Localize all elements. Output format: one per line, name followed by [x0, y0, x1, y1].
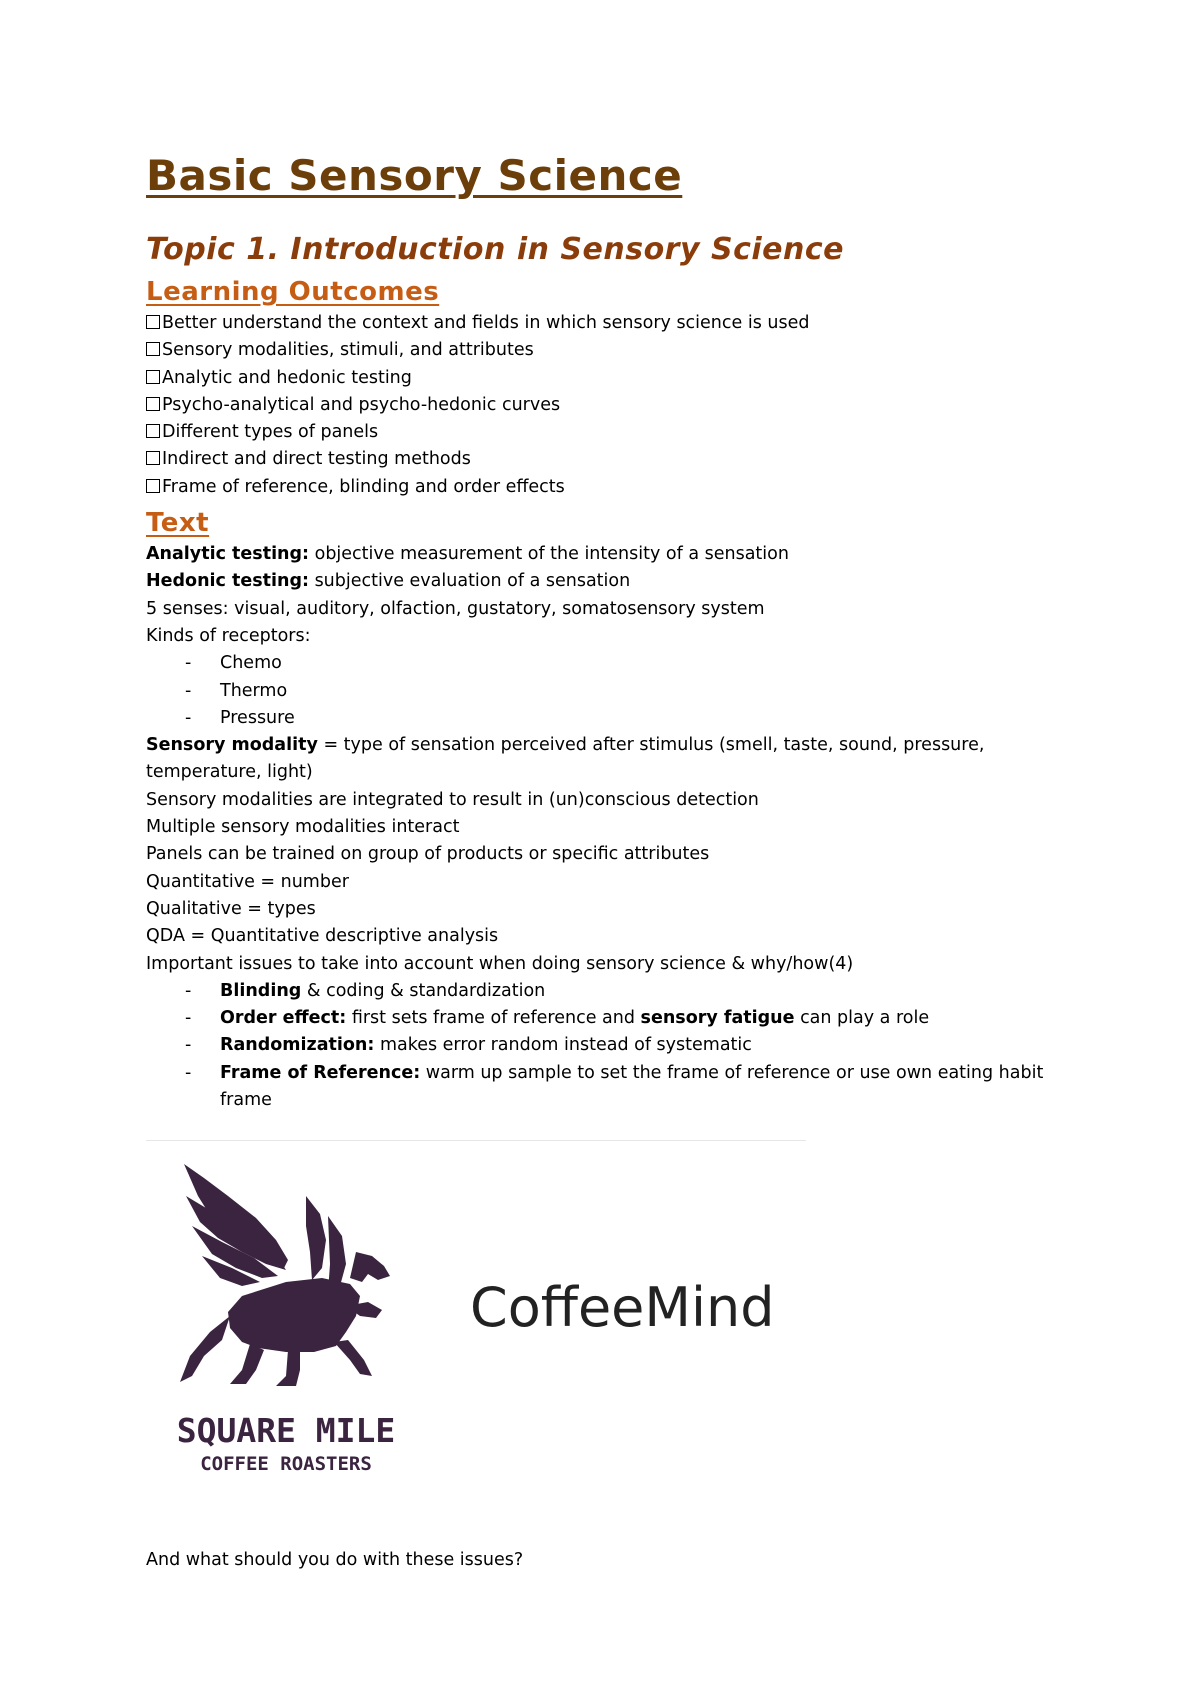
- list-item: - Randomization: makes error random instead of systematic: [185, 1035, 752, 1056]
- term: sensory fatigue: [640, 1008, 795, 1029]
- outcome-item: [146, 419, 1066, 446]
- checkbox-icon: [146, 370, 160, 384]
- panels-line: Panels can be trained on group of products or specific attributes: [146, 844, 710, 865]
- list-item: - Pressure: [185, 707, 295, 728]
- document-title: Basic Sensory Science: [146, 151, 683, 200]
- list-item-text: Chemo: [220, 653, 282, 674]
- topic-heading: Topic 1. Introduction in Sensory Science: [146, 232, 844, 267]
- definition: & coding & standardization: [301, 980, 546, 1001]
- outcome-text: Better understand the context and fields in which sensory science is used: [162, 313, 810, 333]
- term: Analytic testing:: [146, 544, 310, 565]
- square-mile-wordmark: SQUARE MILE: [176, 1411, 396, 1450]
- list-item: - Order effect: first sets frame of reference and sensory fatigue can play a role: [185, 1008, 930, 1029]
- definition: warm up sample to set the frame of reference or use own eating habit frame: [220, 1062, 1044, 1111]
- sensory-modality-line: [146, 732, 1066, 787]
- qualitative-line: Qualitative = types: [146, 898, 316, 919]
- checkbox-icon: [146, 451, 160, 465]
- issues-list: [146, 978, 1066, 1114]
- receptors-list: [146, 650, 1066, 732]
- checkbox-icon: [146, 315, 160, 329]
- definition: first sets frame of reference and: [346, 1008, 641, 1029]
- outcome-text: Frame of reference, blinding and order effects: [162, 476, 565, 497]
- coffee-roasters-wordmark: COFFEE ROASTERS: [200, 1453, 372, 1475]
- definition: makes error random instead of systematic: [374, 1035, 752, 1056]
- outcome-text: Sensory modalities, stimuli, and attributes: [162, 340, 534, 361]
- term: Hedonic testing:: [146, 571, 309, 592]
- list-item-text: Thermo: [220, 680, 288, 701]
- outcome-item: [146, 310, 1066, 337]
- outcome-text: Indirect and direct testing methods: [162, 449, 471, 470]
- coffeemind-logo: [470, 1268, 800, 1348]
- term: Sensory modality: [146, 735, 318, 756]
- learning-outcomes-heading: Learning Outcomes: [146, 277, 440, 307]
- qda-line: QDA = Quantitative descriptive analysis: [146, 926, 499, 947]
- senses-line: 5 senses: visual, auditory, olfaction, gustatory, somatosensory system: [146, 598, 765, 619]
- horizontal-divider: [146, 1140, 806, 1141]
- term: Blinding: [220, 980, 302, 1001]
- coffeemind-wordmark: CoffeeMind: [470, 1276, 775, 1339]
- integrated-line: Sensory modalities are integrated to result in (un)conscious detection: [146, 789, 759, 810]
- outcome-item: [146, 365, 1066, 392]
- closing-question: And what should you do with these issues?: [146, 1550, 524, 1570]
- receptors-intro: Kinds of receptors:: [146, 625, 311, 646]
- term: Randomization:: [220, 1035, 375, 1056]
- list-item-text: Pressure: [220, 707, 295, 728]
- list-item: - Frame of Reference: warm up sample to set the frame of reference or use own eating habit frame: [185, 1062, 1044, 1111]
- outcome-item: [146, 446, 1066, 473]
- list-item: - Chemo: [185, 653, 282, 674]
- checkbox-icon: [146, 424, 160, 438]
- definition: can play a role: [794, 1008, 930, 1029]
- analytic-testing-line: [146, 541, 1066, 568]
- definition: objective measurement of the intensity of a sensation: [309, 544, 789, 565]
- term: Order effect:: [220, 1008, 347, 1029]
- quantitative-line: Quantitative = number: [146, 871, 349, 892]
- checkbox-icon: [146, 397, 160, 411]
- document-body: [146, 146, 1066, 1114]
- outcome-text: Analytic and hedonic testing: [162, 367, 412, 388]
- outcome-item: [146, 392, 1066, 419]
- definition: subjective evaluation of a sensation: [309, 571, 631, 592]
- text-heading: Text: [146, 508, 210, 539]
- outcome-text: Psycho-analytical and psycho-hedonic curves: [162, 394, 561, 415]
- square-mile-logo: [146, 1156, 426, 1476]
- checkbox-icon: [146, 479, 160, 493]
- interact-line: Multiple sensory modalities interact: [146, 817, 460, 838]
- outcome-item: [146, 337, 1066, 364]
- list-item: - Thermo: [185, 680, 288, 701]
- learning-outcomes-list: [146, 310, 1066, 501]
- outcome-text: Different types of panels: [162, 422, 379, 443]
- definition: = type of sensation perceived after stimulus (smell, taste, sound, pressure, temperature, light): [146, 735, 985, 783]
- checkbox-icon: [146, 342, 160, 356]
- list-item: - Blinding & coding & standardization: [185, 980, 546, 1001]
- term: Frame of Reference:: [220, 1062, 421, 1083]
- outcome-item: [146, 474, 1066, 501]
- issues-line: Important issues to take into account when doing sensory science & why/how(4): [146, 953, 854, 974]
- hedonic-testing-line: [146, 568, 1066, 595]
